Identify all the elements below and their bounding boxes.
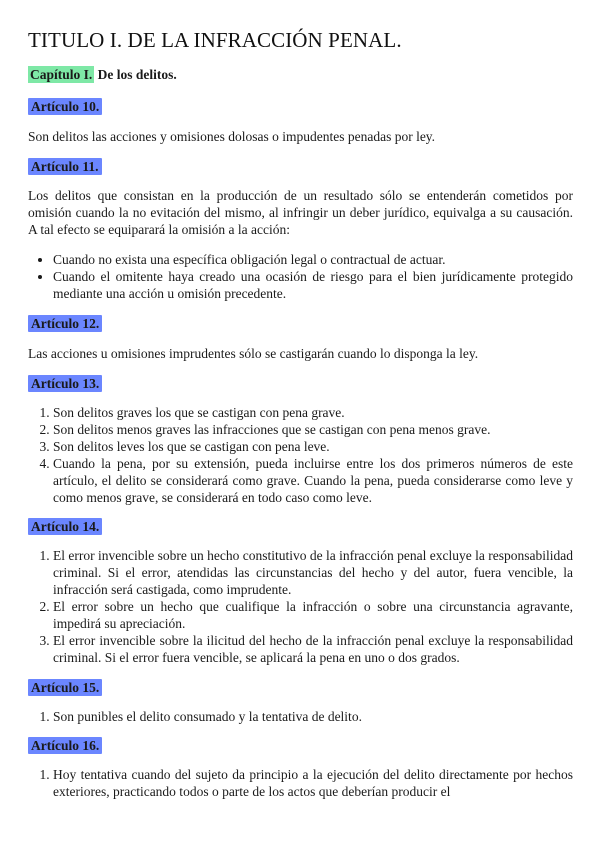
article-16-list bbox=[28, 766, 573, 800]
list-item: 4. Cuando la pena, por su extensión, pueda incluirse entre los dos primeros números de este artículo, el delito se considerará como grave. Cuando la pena, pueda considerarse como leve y como menos grave, se considerará en todo caso como leve. bbox=[53, 455, 573, 506]
list-item: • Cuando no exista una específica obligación legal o contractual de actuar. bbox=[53, 251, 573, 268]
list-item: • Cuando el omitente haya creado una ocasión de riesgo para el bien jurídicamente protegido mediante una acción u omisión precedente. bbox=[53, 268, 573, 302]
list-item: 1. Hoy tentativa cuando del sujeto da principio a la ejecución del delito directamente por hechos exteriores, practicando todos o parte de los actos que deberían producir el bbox=[53, 766, 573, 800]
chapter-title: De los delitos. bbox=[97, 67, 177, 82]
article-12-body bbox=[28, 345, 573, 362]
bullet-list bbox=[28, 251, 573, 302]
chapter-label: Capítulo I. bbox=[30, 67, 93, 82]
article-label: Artículo 12. bbox=[28, 315, 102, 332]
article-12-heading bbox=[28, 315, 573, 333]
article-label: Artículo 15. bbox=[28, 679, 102, 696]
numbered-list bbox=[28, 708, 573, 725]
article-14-heading bbox=[28, 518, 573, 536]
article-label: Artículo 14. bbox=[28, 518, 102, 535]
numbered-list bbox=[28, 547, 573, 666]
article-label: Artículo 16. bbox=[28, 737, 102, 754]
article-11-heading bbox=[28, 158, 573, 176]
article-15-list bbox=[28, 708, 573, 725]
article-11-body bbox=[28, 187, 573, 238]
article-16-heading bbox=[28, 737, 573, 755]
article-text: Son delitos las acciones y omisiones dolosas o impudentes penadas por ley. bbox=[28, 129, 436, 144]
list-item: 2. El error sobre un hecho que cualifique la infracción o sobre una circunstancia agravante, impedirá su apreciación. bbox=[53, 598, 573, 632]
list-item: 3. El error invencible sobre la ilicitud del hecho de la infracción penal excluye la responsabilidad criminal. Si el error fuera vencible, se aplicará la pena en uno o dos grados. bbox=[53, 632, 573, 666]
chapter-heading bbox=[28, 67, 177, 83]
article-text: Los delitos que consistan en la producción de un resultado sólo se entenderán cometidos por omisión cuando la no evitación del mismo, al infringir un deber jurídico, equivalga a su causación. A tal efecto se equiparará la omisión a la acción: bbox=[28, 188, 573, 237]
article-13-list bbox=[28, 404, 573, 506]
article-14-list bbox=[28, 547, 573, 666]
article-label: Artículo 11. bbox=[28, 158, 102, 175]
article-13-heading bbox=[28, 375, 573, 393]
list-item: 1. El error invencible sobre un hecho constitutivo de la infracción penal excluye la responsabilidad criminal. Si el error, atendidas las circunstancias del hecho y del autor, fuera vencible, la infracción será castigada, como imprudente. bbox=[53, 547, 573, 598]
article-label: Artículo 13. bbox=[28, 375, 102, 392]
page-title: TITULO I. DE LA INFRACCIÓN PENAL. bbox=[28, 28, 402, 52]
list-item: 1. Son delitos graves los que se castigan con pena grave. bbox=[53, 404, 573, 421]
article-10-body bbox=[28, 128, 573, 145]
article-11-list bbox=[28, 251, 573, 302]
list-item: 3. Son delitos leves los que se castigan con pena leve. bbox=[53, 438, 573, 455]
numbered-list bbox=[28, 766, 573, 800]
list-item: 2. Son delitos menos graves las infracciones que se castigan con pena menos grave. bbox=[53, 421, 573, 438]
article-15-heading bbox=[28, 679, 573, 697]
list-item: 1. Son punibles el delito consumado y la tentativa de delito. bbox=[53, 708, 573, 725]
article-text: Las acciones u omisiones imprudentes sólo se castigarán cuando lo disponga la ley. bbox=[28, 346, 479, 361]
article-label: Artículo 10. bbox=[28, 98, 102, 115]
numbered-list bbox=[28, 404, 573, 506]
article-10-heading bbox=[28, 98, 573, 116]
